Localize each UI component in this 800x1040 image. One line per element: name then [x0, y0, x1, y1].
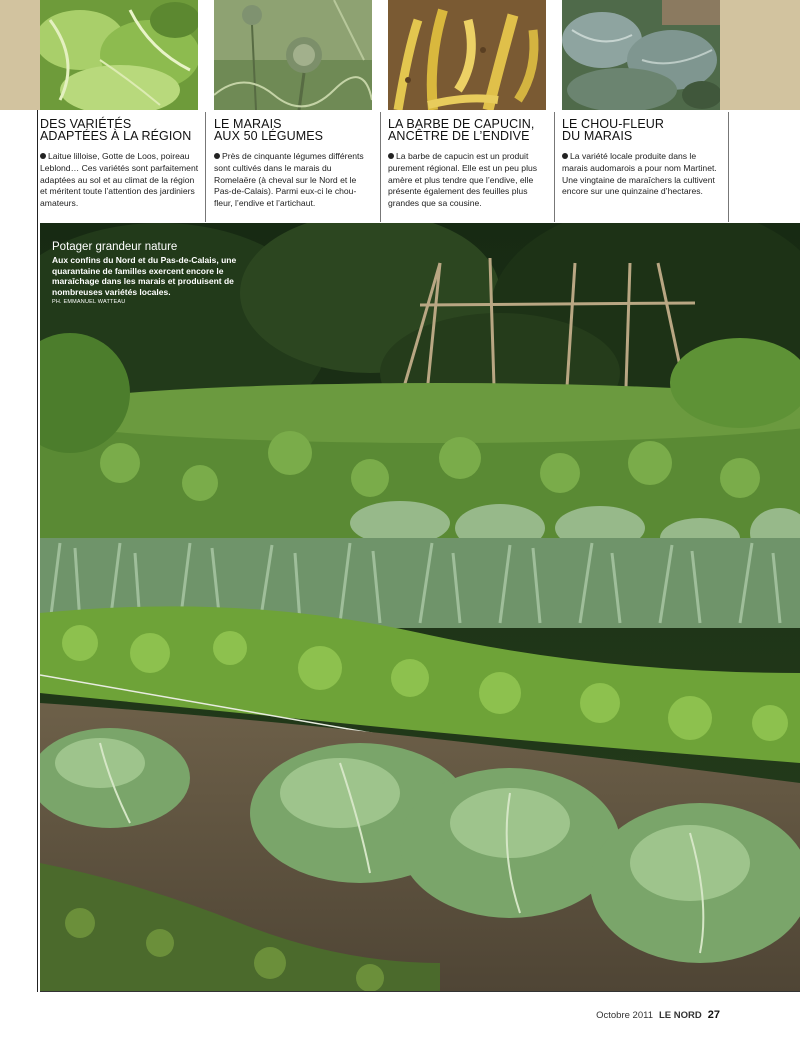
page-number: 27 — [707, 1009, 720, 1021]
column-heading: LE MARAIS AUX 50 LÉGUMES — [214, 117, 324, 143]
photo-caption — [52, 241, 262, 306]
column-heading: LE CHOU-FLEUR DU MARAIS — [562, 117, 665, 143]
column-heading: LA BARBE DE CAPUCIN, ANCÊTRE DE L’ENDIVE — [388, 117, 535, 143]
column-text: La barbe de capucin est un produit purement régional. Elle est un peu plus amère et plus tendre que l’endive, elle présente également des feuilles plus grandes que sa cousine. — [388, 151, 538, 209]
barbe-de-capucin-photo — [388, 0, 546, 110]
footer-date: Octobre 2011 — [596, 1010, 653, 1021]
bullet-icon — [388, 153, 394, 159]
photo-credit: PH. EMMANUEL WATTEAU — [52, 299, 126, 305]
left-rule — [37, 110, 38, 992]
vegetable-garden-photo — [40, 223, 800, 991]
column-text: Près de cinquante légumes différents sont cultivés dans le marais du Romelaëre (à cheval sur le Nord et le Pas-de-Calais). Parmi eux-ci le chou-fleur, l’endive et l’artichaut. — [214, 151, 364, 209]
column-divider — [554, 112, 555, 222]
column-divider — [205, 112, 206, 222]
footer-brand: LE NORD — [659, 1010, 702, 1021]
column-marais — [214, 118, 374, 210]
column-chou-fleur — [562, 118, 722, 198]
cauliflower-photo — [562, 0, 720, 110]
margin-strip — [0, 0, 40, 110]
bottom-rule — [40, 991, 800, 992]
column-divider — [380, 112, 381, 222]
bullet-icon — [562, 153, 568, 159]
column-text: Laitue lilloise, Gotte de Loos, poireau Leblond… Ces variétés sont parfaitement adaptées au sol et au climat de la région et méritent toute l’attention des jardiniers amateurs. — [40, 151, 199, 209]
column-divider — [728, 112, 729, 222]
page-footer — [596, 1009, 720, 1021]
caption-title: Potager grandeur nature — [52, 241, 178, 253]
column-barbe — [388, 118, 548, 210]
artichoke-photo — [214, 0, 372, 110]
column-text: La variété locale produite dans le marais audomarois a pour nom Martinet. Une vingtaine de maraîchers la cultivent encore sur une quinzaine d’hectares. — [562, 151, 717, 197]
column-varietes — [40, 118, 200, 210]
bullet-icon — [40, 153, 46, 159]
bullet-icon — [214, 153, 220, 159]
lettuce-photo — [40, 0, 198, 110]
column-heading: DES VARIÉTÉS ADAPTÉES À LA RÉGION — [40, 117, 192, 143]
margin-strip-right — [720, 0, 800, 110]
caption-text: Aux confins du Nord et du Pas-de-Calais, une quarantaine de familles exercent encore le maraîchage dans les marais et produisent de nombreuses variétés locales. — [52, 255, 237, 297]
